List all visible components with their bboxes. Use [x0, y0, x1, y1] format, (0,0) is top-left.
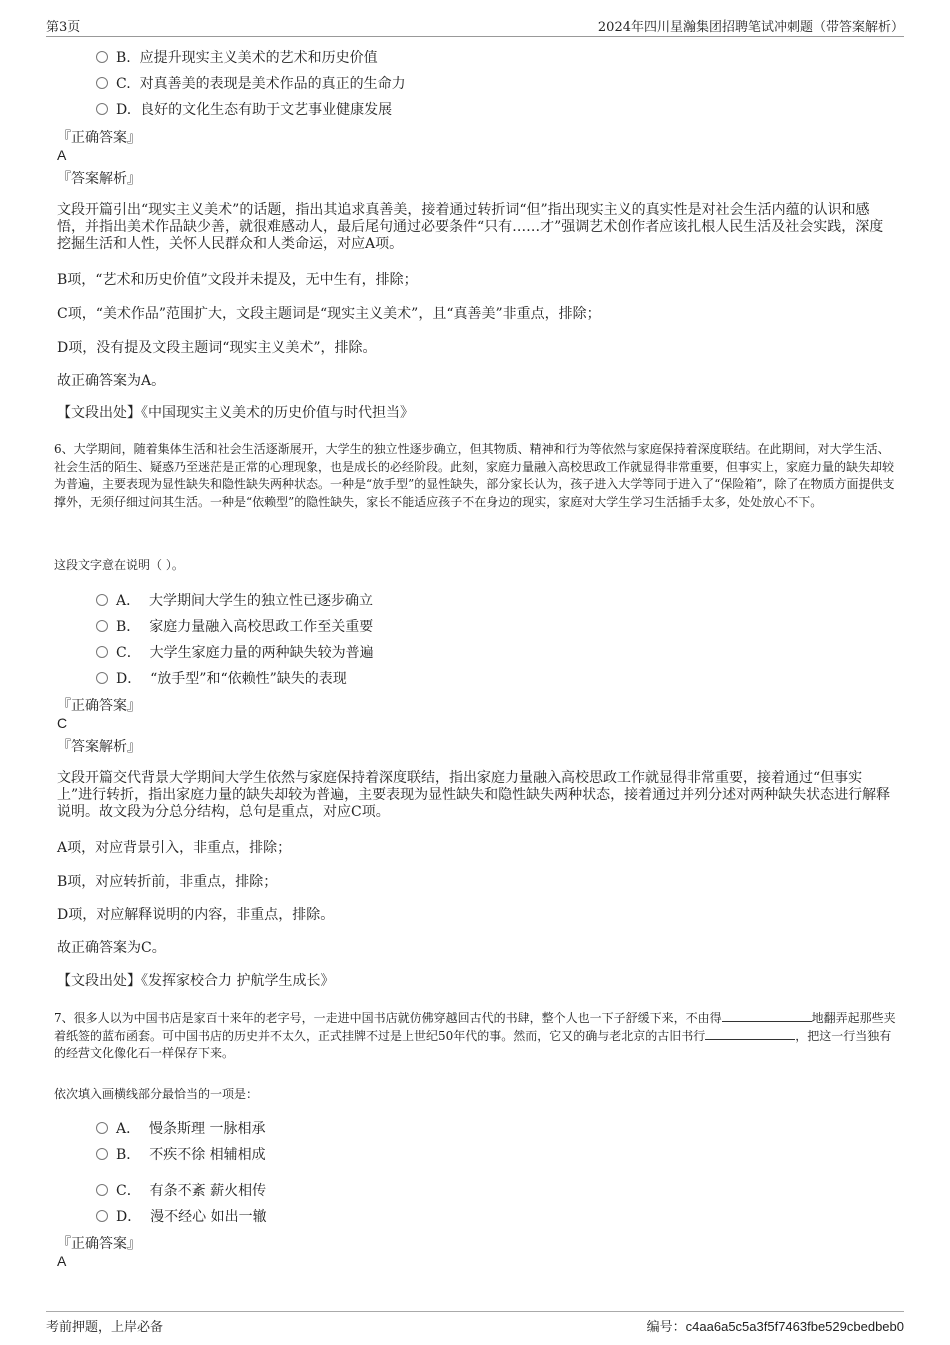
radio-icon[interactable]	[96, 620, 108, 632]
q6-analysis: 文段开篇交代背景大学期间大学生依然与家庭保持着深度联结，指出家庭力量融入高校思政工作就显得非常重要，接着通过“但事实上”进行转折，指出家庭力量的缺失却较为普遍，主要表现为显性缺失和隐性缺失两种状态，接着通过并列分述对两种缺失状态进行解释说明。故文段为分总分结构，总句是重点，对应C项。	[57, 770, 891, 820]
q6-explain-a: A项，对应背景引入，非重点，排除；	[57, 840, 292, 856]
q6-explain-d: D项，对应解释说明的内容，非重点，排除。	[57, 907, 335, 923]
q6-answer: C	[57, 715, 68, 731]
q5-answer-label: 『正确答案』	[57, 130, 141, 146]
q7-answer-label: 『正确答案』	[57, 1236, 141, 1252]
blank-1	[722, 1010, 812, 1022]
radio-icon[interactable]	[96, 51, 108, 63]
q5-option-c[interactable]: C. 对真善美的表现是美术作品的真正的生命力	[96, 73, 406, 93]
q5-conclusion: 故正确答案为A。	[57, 373, 166, 389]
radio-icon[interactable]	[96, 1184, 108, 1196]
footer-slogan: 考前押题，上岸必备	[46, 1320, 164, 1335]
q6-option-a[interactable]: A． 大学期间大学生的独立性已逐步确立	[96, 590, 373, 610]
blank-2	[705, 1028, 795, 1040]
radio-icon[interactable]	[96, 1122, 108, 1134]
q6-conclusion: 故正确答案为C。	[57, 940, 166, 956]
document-title: 2024年四川星瀚集团招聘笔试冲刺题（带答案解析）	[597, 20, 904, 35]
q5-option-d[interactable]: D. 良好的文化生态有助于文艺事业健康发展	[96, 99, 392, 119]
q5-explain-c: C项，“美术作品”范围扩大，文段主题词是“现实主义美术”，且“真善美”非重点，排除；	[57, 306, 601, 322]
q5-source: 【文段出处】《中国现实主义美术的历史价值与时代担当》	[57, 405, 414, 421]
q6-answer-label: 『正确答案』	[57, 698, 141, 714]
q6-analysis-label: 『答案解析』	[57, 739, 141, 755]
q5-analysis: 文段开篇引出“现实主义美术”的话题，指出其追求真善美，接着通过转折词“但”指出现实主义的真实性是对社会生活内蕴的认识和感悟，并指出美术作品缺少善，就很难感动人，最后尾句通过必要条件“只有……才”强调艺术创作者应该扎根人民生活及社会实践，深度挖掘生活和人性，关怀人民群众和人类命运，对应A项。	[57, 202, 884, 252]
radio-icon[interactable]	[96, 594, 108, 606]
q5-option-b[interactable]: B. 应提升现实主义美术的艺术和历史价值	[96, 47, 378, 67]
q5-explain-d: D项，没有提及文段主题词“现实主义美术”，排除。	[57, 340, 377, 356]
q7-option-d[interactable]: D． 漫不经心 如出一辙	[96, 1206, 267, 1226]
radio-icon[interactable]	[96, 1148, 108, 1160]
q6-source: 【文段出处】《发挥家校合力 护航学生成长》	[57, 973, 335, 989]
q7-question-text: 7、很多人以为中国书店是家百十来年的老字号，一走进中国书店就仿佛穿越回古代的书肆，整个人也一下子舒缓下来，不由得 地翻弄起那些夹着纸签的蓝布函套。可中国书店的历史并不太久，正式挂牌不过是上世纪50年代的事。然而，它又的确与老北京的古旧书行 ，把这一行当独有的经营文化像化石一样保存下来。	[54, 1011, 896, 1060]
q6-explain-b: B项，对应转折前，非重点，排除；	[57, 874, 278, 890]
q5-answer: A	[57, 147, 67, 163]
q6-option-c[interactable]: C． 大学生家庭力量的两种缺失较为普遍	[96, 642, 374, 662]
page-number: 第3页	[46, 20, 81, 35]
radio-icon[interactable]	[96, 646, 108, 658]
radio-icon[interactable]	[96, 1210, 108, 1222]
page-header	[46, 14, 904, 37]
radio-icon[interactable]	[96, 103, 108, 115]
q6-question-text: 6、大学期间，随着集体生活和社会生活逐渐展开，大学生的独立性逐步确立，但其物质、精神和行为等依然与家庭保持着深度联结。在此期间，对大学生活、社会生活的陌生、疑惑乃至迷茫是正常的心理现象，也是成长的必经阶段。此刻，家庭力量融入高校思政工作就显得非常重要，但事实上，家庭力量的缺失却较为普遍，主要表现为显性缺失和隐性缺失两种状态。一种是“放手型”的显性缺失，部分家长认为，孩子进入大学等同于进入了“保险箱”，除了在物质方面提供支撑外，无须仔细过问其生活。一种是“依赖型”的隐性缺失，家长不能适应孩子不在身边的现实，家庭对大学生学习生活插手太多，处处放心不下。	[54, 442, 895, 509]
page-footer	[46, 1311, 904, 1336]
q7-option-b[interactable]: B． 不疾不徐 相辅相成	[96, 1144, 266, 1164]
q5-analysis-label: 『答案解析』	[57, 171, 141, 187]
q7-prompt: 依次填入画横线部分最恰当的一项是：	[54, 1087, 259, 1101]
document-id: 编号：c4aa6a5c5a3f5f7463fbe529cbedbeb0	[646, 1319, 904, 1334]
q7-option-c[interactable]: C． 有条不紊 薪火相传	[96, 1180, 266, 1200]
q7-option-a[interactable]: A． 慢条斯理 一脉相承	[96, 1118, 265, 1138]
radio-icon[interactable]	[96, 77, 108, 89]
radio-icon[interactable]	[96, 672, 108, 684]
q6-prompt: 这段文字意在说明（ ）。	[54, 558, 184, 572]
q6-option-d[interactable]: D． “放手型”和“依赖性”缺失的表现	[96, 668, 347, 688]
q5-explain-b: B项，“艺术和历史价值”文段并未提及，无中生有，排除；	[57, 272, 418, 288]
q7-answer: A	[57, 1253, 67, 1269]
q6-option-b[interactable]: B． 家庭力量融入高校思政工作至关重要	[96, 616, 373, 636]
